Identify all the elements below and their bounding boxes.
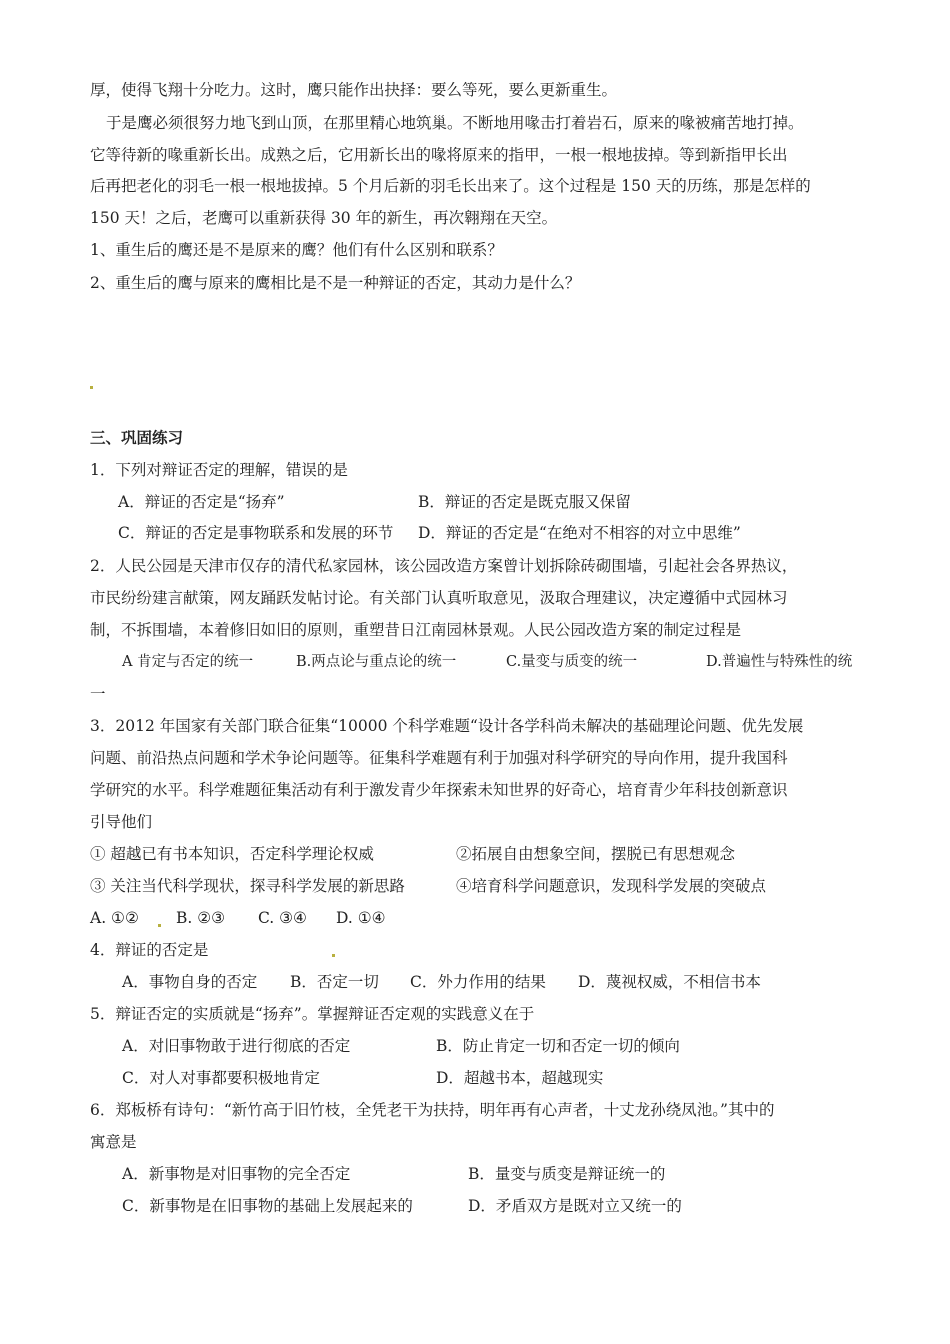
q5-stem: 5．辩证否定的实质就是“扬弃”。掌握辩证否定观的实践意义在于 [90, 1005, 535, 1023]
q2-line-3: 制，不拆围墙，本着修旧如旧的原则，重塑昔日江南园林景观。人民公园改造方案的制定过程是 [90, 621, 742, 639]
story-line-5: 150 天！之后，老鹰可以重新获得 30 年的新生，再次翱翔在天空。 [90, 209, 558, 227]
stray-mark [90, 386, 93, 389]
q1-option-b: B．辩证的否定是既克服又保留 [418, 493, 631, 511]
q3-statement-1: ① 超越已有书本知识，否定科学理论权威 [90, 845, 374, 863]
q6-option-a: A．新事物是对旧事物的完全否定 [122, 1165, 351, 1183]
q3-option-b: B. ②③ [176, 909, 226, 927]
q6-option-d: D．矛盾双方是既对立又统一的 [468, 1197, 682, 1215]
q4-option-a: A．事物自身的否定 [122, 973, 258, 991]
q1-stem: 1．下列对辩证否定的理解，错误的是 [90, 461, 348, 479]
q3-option-c: C. ③④ [258, 909, 307, 927]
q3-statement-3: ③ 关注当代科学现状，探寻科学发展的新思路 [90, 877, 405, 895]
q4-option-d: D．蔑视权威，不相信书本 [578, 973, 761, 991]
stray-mark [158, 924, 161, 927]
q5-option-b: B．防止肯定一切和否定一切的倾向 [436, 1037, 680, 1055]
q2-line-2: 市民纷纷建言献策，网友踊跃发帖讨论。有关部门认真听取意见，汲取合理建议，决定遵循中式园林习 [90, 589, 788, 607]
q3-line-4: 引导他们 [90, 813, 153, 831]
discussion-question-2: 2、重生后的鹰与原来的鹰相比是不是一种辩证的否定，其动力是什么？ [90, 274, 581, 292]
q2-option-b: B.两点论与重点论的统一 [296, 654, 457, 670]
story-line-2: 于是鹰必须很努力地飞到山顶，在那里精心地筑巢。不断地用喙击打着岩石，原来的喙被痛苦地打掉。 [106, 114, 804, 132]
q6-option-b: B．量变与质变是辩证统一的 [468, 1165, 666, 1183]
q6-line-2: 寓意是 [90, 1133, 137, 1151]
q4-stem: 4．辩证的否定是 [90, 941, 209, 959]
stray-mark [332, 954, 335, 957]
q5-option-a: A．对旧事物敢于进行彻底的否定 [122, 1037, 351, 1055]
q6-line-1: 6．郑板桥有诗句：“新竹高于旧竹枝，全凭老干为扶持，明年再有心声者，十丈龙孙绕凤池。”其中的 [90, 1101, 775, 1119]
section-title: 三、巩固练习 [90, 428, 184, 447]
q4-option-c: C．外力作用的结果 [410, 973, 546, 991]
q1-option-c: C．辩证的否定是事物联系和发展的环节 [118, 524, 394, 542]
q3-statement-4: ④培育科学问题意识，发现科学发展的突破点 [456, 877, 767, 895]
q2-option-d: D.普遍性与特殊性的统 [706, 654, 853, 670]
q3-statement-2: ②拓展自由想象空间，摆脱已有思想观念 [456, 845, 736, 863]
q5-option-c: C．对人对事都要积极地肯定 [122, 1069, 320, 1087]
q1-option-d: D．辩证的否定是“在绝对不相容的对立中思维” [418, 524, 741, 542]
q3-line-2: 问题、前沿热点问题和学术争论问题等。征集科学难题有利于加强对科学研究的导向作用，提升我国科 [90, 749, 788, 767]
q5-option-d: D．超越书本，超越现实 [436, 1069, 604, 1087]
discussion-question-1: 1、重生后的鹰还是不是原来的鹰？他们有什么区别和联系？ [90, 241, 503, 259]
q1-option-a: A．辩证的否定是“扬弃” [118, 493, 285, 511]
q6-option-c: C．新事物是在旧事物的基础上发展起来的 [122, 1197, 413, 1215]
story-line-3: 它等待新的喙重新长出。成熟之后，它用新长出的喙将原来的指甲，一根一根地拔掉。等到新指甲长出 [90, 146, 788, 164]
q3-line-1: 3．2012 年国家有关部门联合征集“10000 个科学难题“设计各学科尚未解决的基础理论问题、优先发展 [90, 717, 804, 735]
story-line-4: 后再把老化的羽毛一根一根地拔掉。5 个月后新的羽毛长出来了。这个过程是 150 天的历练，那是怎样的 [90, 177, 811, 195]
q2-line-1: 2．人民公园是天津市仅存的清代私家园林，该公园改造方案曾计划拆除砖砌围墙，引起社会各界热议， [90, 557, 798, 575]
q2-option-d-continued: 一 [90, 685, 106, 703]
story-line-1: 厚，使得飞翔十分吃力。这时，鹰只能作出抉择：要么等死，要么更新重生。 [90, 81, 618, 99]
q3-option-d: D. ①④ [336, 909, 386, 927]
q2-option-a: A 肯定与否定的统一 [122, 654, 254, 670]
q2-option-c: C.量变与质变的统一 [506, 654, 638, 670]
q3-line-3: 学研究的水平。科学难题征集活动有利于激发青少年探索未知世界的好奇心，培育青少年科技创新意识 [90, 781, 788, 799]
q4-option-b: B．否定一切 [290, 973, 379, 991]
q3-option-a: A. ①② [90, 909, 139, 927]
